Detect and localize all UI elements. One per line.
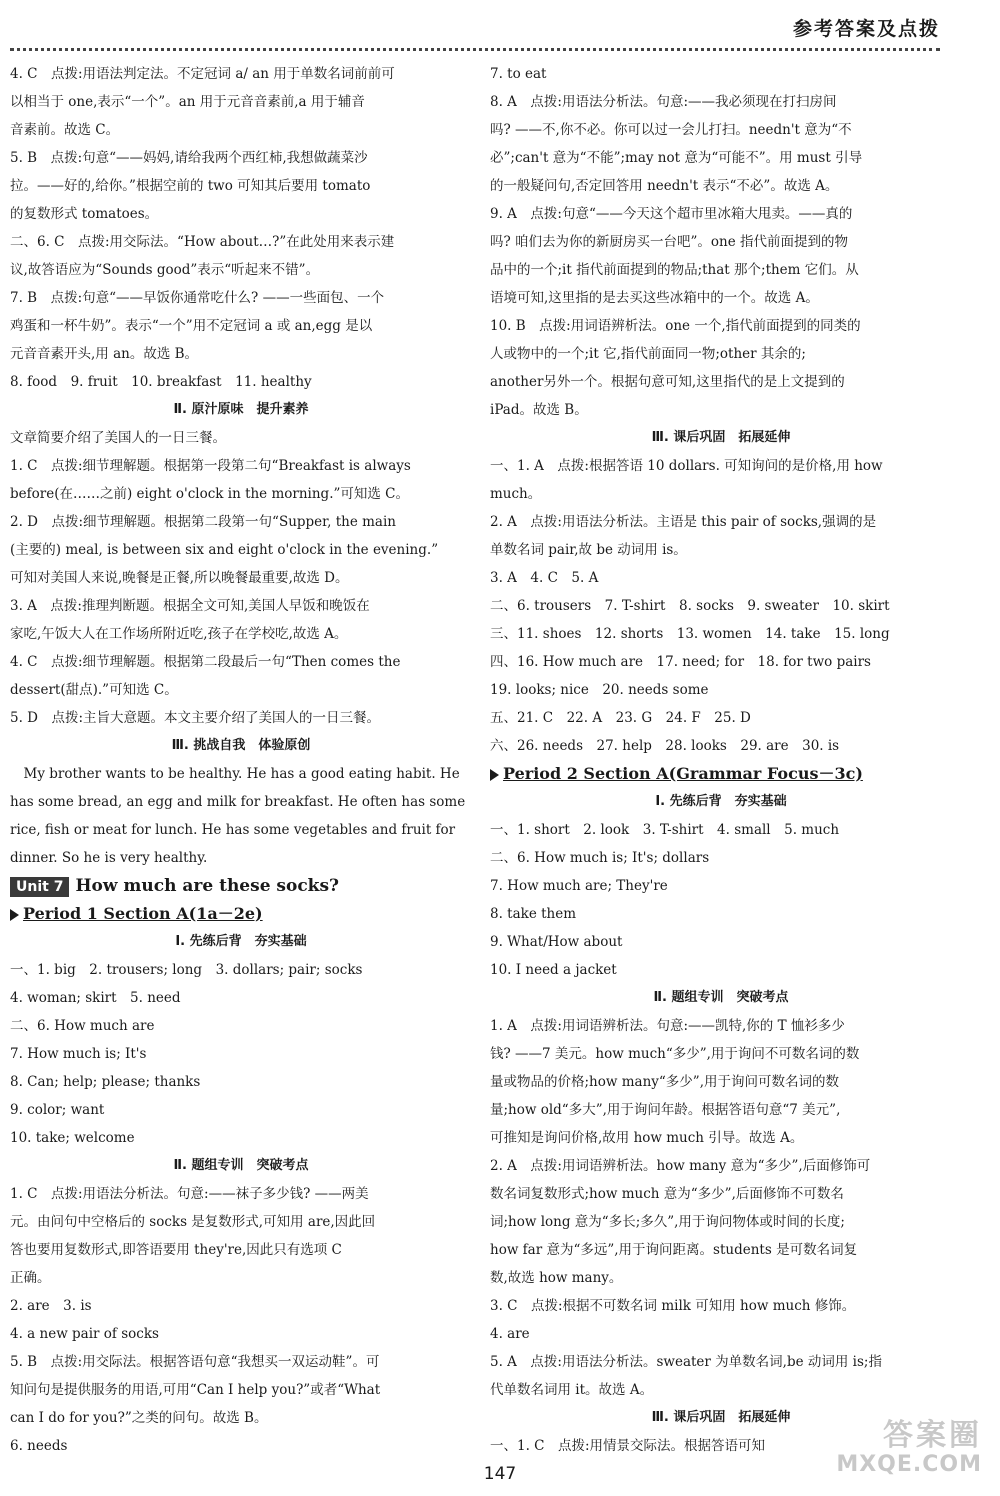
answer-line: 词;how long 意为“多长;多久”,用于询问物体或时间的长度; <box>490 1214 845 1230</box>
answer-line: 以相当于 one,表示“一个”。an 用于元音音素前,a 用于辅音 <box>10 94 365 110</box>
section-heading: Ⅱ. 题组专训 突破考点 <box>653 990 789 1005</box>
answer-line: 4. C 点拨:细节理解题。根据第二段最后一句“Then comes the <box>10 654 401 670</box>
answer-line: 1. C 点拨:细节理解题。根据第一段第二句“Breakfast is always <box>10 458 411 474</box>
answer-line: (主要的) meal, is between six and eight o'clock in the evening.” <box>10 542 439 558</box>
answer-line: 议,故答语应为“Sounds good”表示“听起来不错”。 <box>10 262 320 278</box>
answer-line: 7. to eat <box>490 66 547 82</box>
answer-line: dinner. So he is very healthy. <box>10 850 208 866</box>
answer-line: 8. food 9. fruit 10. breakfast 11. healthy <box>10 374 312 390</box>
answer-line: 知问句是提供服务的用语,可用“Can I help you?”或者“What <box>10 1382 381 1398</box>
answer-line: 二、6. How much is; It's; dollars <box>490 850 710 866</box>
page-number: 147 <box>483 1464 517 1484</box>
unit-title: How much are these socks? <box>75 876 339 896</box>
answer-line: 10. take; welcome <box>10 1130 135 1146</box>
answer-line: 五、21. C 22. A 23. G 24. F 25. D <box>490 710 751 726</box>
answer-line: 的一般疑问句,否定回答用 needn't 表示“不必”。故选 A。 <box>490 178 839 194</box>
answer-line: 3. A 4. C 5. A <box>490 570 599 586</box>
answer-line: 8. Can; help; please; thanks <box>10 1074 201 1090</box>
answer-line: 六、26. needs 27. help 28. looks 29. are 30. is <box>490 738 840 754</box>
answer-line: 一、1. short 2. look 3. T-shirt 4. small 5. much <box>490 822 840 838</box>
watermark-site: MXQE.COM <box>836 1452 982 1477</box>
period-title: Period 1 Section A(1a－2e) <box>23 904 263 923</box>
answer-line: 人或物中的一个;it 它,指代前面同一物;other 其余的; <box>490 346 806 362</box>
answer-line: 钱? ——7 美元。how much“多少”,用于询问不可数名词的数 <box>490 1046 860 1062</box>
answer-line: 品中的一个;it 指代前面提到的物品;that 那个;them 它们。从 <box>490 262 859 278</box>
answer-line: 9. A 点拨:句意“——今天这个超市里冰箱大甩卖。——真的 <box>490 206 853 222</box>
answer-line: 必”;can't 意为“不能”;may not 意为“可能不”。用 must 引导 <box>490 150 863 166</box>
answer-line: 的复数形式 tomatoes。 <box>10 206 159 222</box>
answer-line: 2. A 点拨:用语法分析法。主语是 this pair of socks,强调的是 <box>490 514 877 530</box>
header-rule <box>10 48 940 51</box>
answer-line: 9. What/How about <box>490 934 623 950</box>
answer-line: 9. color; want <box>10 1102 105 1118</box>
unit-heading <box>10 872 472 900</box>
answer-line: 5. A 点拨:用语法分析法。sweater 为单数名词,be 动词用 is;指 <box>490 1354 882 1370</box>
answer-line: 1. A 点拨:用词语辨析法。句意:——凯特,你的 T 恤衫多少 <box>490 1018 845 1034</box>
answer-line: 元。由问句中空格后的 socks 是复数形式,可知用 are,因此回 <box>10 1214 376 1230</box>
answer-line: 4. woman; skirt 5. need <box>10 990 181 1006</box>
answer-line: another另外一个。根据句意可知,这里指代的是上文提到的 <box>490 374 845 390</box>
section-heading: Ⅱ. 题组专训 突破考点 <box>173 1158 309 1173</box>
answer-line: how far 意为“多远”,用于询问距离。students 是可数名词复 <box>490 1242 858 1258</box>
page-header <box>10 14 990 46</box>
answer-line: 2. are 3. is <box>10 1298 92 1314</box>
right-column <box>490 60 952 1460</box>
answer-line: 量;how old“多大”,用于询问年龄。根据答语句意“7 美元”, <box>490 1102 841 1118</box>
answer-line: 家吃,午饭大人在工作场所附近吃,孩子在学校吃,故选 A。 <box>10 626 348 642</box>
answer-line: 单数名词 pair,故 be 动词用 is。 <box>490 542 687 558</box>
answer-line: 数名词复数形式;how much 意为“多少”,后面修饰不可数名 <box>490 1186 844 1202</box>
answer-line: 音素前。故选 C。 <box>10 122 120 138</box>
section-heading: Ⅰ. 先练后背 夯实基础 <box>655 794 787 809</box>
answer-line: 二、6. How much are <box>10 1018 155 1034</box>
triangle-marker-icon <box>10 909 19 921</box>
answer-line: 正确。 <box>10 1270 51 1286</box>
answer-line: 10. I need a jacket <box>490 962 617 978</box>
answer-line: 量或物品的价格;how many“多少”,用于询问可数名词的数 <box>490 1074 839 1090</box>
answer-line: 二、6. trousers 7. T-shirt 8. socks 9. sweater 10. skirt <box>490 598 890 614</box>
answer-line: 元音音素开头,用 an。故选 B。 <box>10 346 199 362</box>
answer-line: 答也要用复数形式,即答语要用 they're,因此只有选项 C <box>10 1242 342 1258</box>
answer-line: 文章简要介绍了美国人的一日三餐。 <box>10 430 226 446</box>
answer-line: 6. needs <box>10 1438 68 1454</box>
answer-line: 可知对美国人来说,晚餐是正餐,所以晚餐最重要,故选 D。 <box>10 570 349 586</box>
answer-line: 8. take them <box>490 906 577 922</box>
answer-line: 吗? ——不,你不必。你可以过一会儿打扫。needn't 意为“不 <box>490 122 852 138</box>
answer-line: 一、1. C 点拨:用情景交际法。根据答语可知 <box>490 1438 766 1454</box>
answer-line: 7. B 点拨:句意“——早饭你通常吃什么? ——一些面包、一个 <box>10 290 385 306</box>
answer-line: 4. are <box>490 1326 530 1342</box>
watermark-brand: 答案圈 <box>883 1418 982 1453</box>
period-heading <box>10 900 472 928</box>
answer-line: iPad。故选 B。 <box>490 402 588 418</box>
period-heading <box>490 760 952 788</box>
answer-line: 数,故选 how many。 <box>490 1270 623 1286</box>
section-heading: Ⅲ. 课后巩固 拓展延伸 <box>651 1410 791 1425</box>
answer-line: 19. looks; nice 20. needs some <box>490 682 709 698</box>
answer-line: 可推知是询问价格,故用 how much 引导。故选 A。 <box>490 1130 804 1146</box>
answer-line: 1. C 点拨:用语法分析法。句意:——袜子多少钱? ——两美 <box>10 1186 369 1202</box>
answer-line: 一、1. A 点拨:根据答语 10 dollars. 可知询问的是价格,用 how <box>490 458 883 474</box>
answer-line: 拉。——好的,给你。”根据空前的 two 可知其后要用 tomato <box>10 178 371 194</box>
answer-line: 三、11. shoes 12. shorts 13. women 14. take 15. long <box>490 626 890 642</box>
triangle-marker-icon <box>490 769 499 781</box>
section-heading: Ⅲ. 课后巩固 拓展延伸 <box>651 430 791 445</box>
answer-line: has some bread, an egg and milk for breakfast. He often has some <box>10 794 466 810</box>
answer-line: 四、16. How much are 17. need; for 18. for two pairs <box>490 654 871 670</box>
answer-line: 8. A 点拨:用语法分析法。句意:——我必须现在打扫房间 <box>490 94 837 110</box>
answer-line: 吗? 咱们去为你的新厨房买一台吧”。one 指代前面提到的物 <box>490 234 849 250</box>
answer-line: 二、6. C 点拨:用交际法。“How about…?”在此处用来表示建 <box>10 234 395 250</box>
answer-line: 一、1. big 2. trousers; long 3. dollars; pair; socks <box>10 962 363 978</box>
answer-line: 4. C 点拨:用语法判定法。不定冠词 a/ an 用于单数名词前前可 <box>10 66 395 82</box>
answer-line: rice, fish or meat for lunch. He has some vegetables and fruit for <box>10 822 456 838</box>
period-title: Period 2 Section A(Grammar Focus－3c) <box>503 764 863 783</box>
answer-line: 3. C 点拨:根据不可数名词 milk 可知用 how much 修饰。 <box>490 1298 856 1314</box>
answer-line: 5. B 点拨:用交际法。根据答语句意“我想买一双运动鞋”。可 <box>10 1354 380 1370</box>
answer-line: 7. How much are; They're <box>490 878 668 894</box>
answer-line: 5. D 点拨:主旨大意题。本文主要介绍了美国人的一日三餐。 <box>10 710 381 726</box>
answer-line: 代单数名词用 it。故选 A。 <box>490 1382 654 1398</box>
header-title: 参考答案及点拨 <box>792 18 940 40</box>
answer-line: My brother wants to be healthy. He has a good eating habit. He <box>10 766 460 782</box>
answer-line: can I do for you?”之类的问句。故选 B。 <box>10 1410 268 1426</box>
section-heading: Ⅱ. 原汁原味 提升素养 <box>173 402 309 417</box>
section-heading: Ⅲ. 挑战自我 体验原创 <box>171 738 311 753</box>
left-column <box>10 60 472 1460</box>
answer-line: 语境可知,这里指的是去买这些冰箱中的一个。故选 A。 <box>490 290 819 306</box>
answer-line: much。 <box>490 486 542 502</box>
answer-line: 10. B 点拨:用词语辨析法。one 一个,指代前面提到的同类的 <box>490 318 861 334</box>
answer-line: 2. D 点拨:细节理解题。根据第二段第一句“Supper, the main <box>10 514 396 530</box>
answer-line: 7. How much is; It's <box>10 1046 147 1062</box>
unit-badge: Unit 7 <box>10 877 69 897</box>
answer-line: 4. a new pair of socks <box>10 1326 159 1342</box>
answer-line: 5. B 点拨:句意“——妈妈,请给我两个西红柿,我想做蔬菜沙 <box>10 150 368 166</box>
answer-line: 2. A 点拨:用词语辨析法。how many 意为“多少”,后面修饰可 <box>490 1158 871 1174</box>
section-heading: Ⅰ. 先练后背 夯实基础 <box>175 934 307 949</box>
answer-line: before(在……之前) eight o'clock in the morning.”可知选 C。 <box>10 486 410 502</box>
answer-line: 鸡蛋和一杯牛奶”。表示“一个”用不定冠词 a 或 an,egg 是以 <box>10 318 373 334</box>
answer-line: 3. A 点拨:推理判断题。根据全文可知,美国人早饭和晚饭在 <box>10 598 370 614</box>
answer-line: dessert(甜点).”可知选 C。 <box>10 682 178 698</box>
